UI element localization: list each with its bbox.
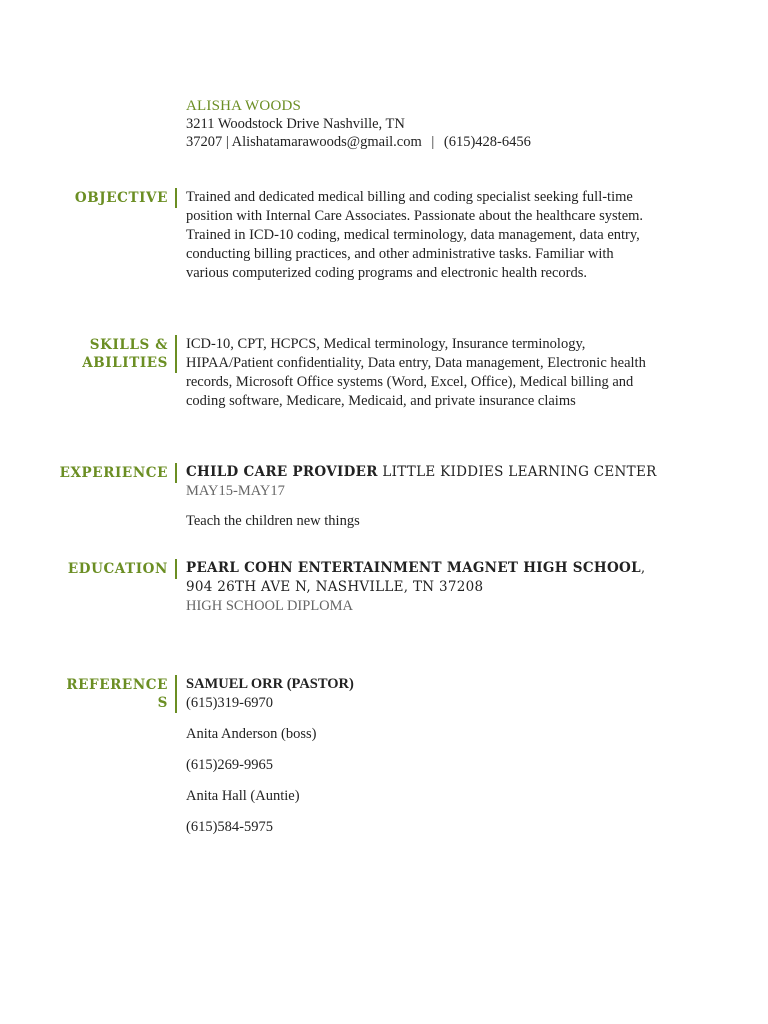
job-description: Teach the children new things <box>186 513 360 529</box>
skills-text: ICD-10, CPT, HCPCS, Medical terminology, Insurance terminology, HIPAA/Patient confidentiality, Data entry, Data management, Electronic health records, Microsoft Office systems (Word, Excel, Office), Medical billing and coding software, Medicare, Medicaid, and private insurance claims <box>186 336 646 409</box>
reference-3-phone: (615)584-5975 <box>186 819 273 835</box>
school-name: PEARL COHN ENTERTAINMENT MAGNET HIGH SCHOOL <box>186 560 641 576</box>
contact-header <box>186 97 656 151</box>
job-title: CHILD CARE PROVIDER <box>186 464 378 480</box>
objective-divider <box>175 188 177 208</box>
contact-line <box>186 133 656 151</box>
references-label <box>58 676 168 712</box>
reference-1-name: SAMUEL ORR (PASTOR) <box>186 676 354 692</box>
reference-3-name: Anita Hall (Auntie) <box>186 788 300 804</box>
references-divider <box>175 675 177 713</box>
skills-label-line1: SKILLS & <box>89 337 168 353</box>
objective-label: OBJECTIVE <box>74 190 168 206</box>
references-label-line2: S <box>157 695 168 711</box>
experience-divider <box>175 463 177 483</box>
skills-label <box>58 336 168 372</box>
school-address: , 904 26TH AVE N, NASHVILLE, TN 37208 <box>186 560 646 595</box>
experience-label: EXPERIENCE <box>59 465 168 481</box>
education-body <box>186 559 658 616</box>
job-dates: MAY15-MAY17 <box>186 483 285 499</box>
education-divider <box>175 559 177 579</box>
reference-1-phone: (615)319-6970 <box>186 695 273 711</box>
job-heading <box>186 463 658 482</box>
reference-2-name: Anita Anderson (boss) <box>186 726 317 742</box>
experience-body <box>186 463 658 531</box>
degree: HIGH SCHOOL DIPLOMA <box>186 598 354 614</box>
phone-number: (615)428-6456 <box>443 134 531 150</box>
references-label-line1: REFERENCE <box>66 677 168 693</box>
references-body <box>186 675 658 837</box>
job-employer: LITTLE KIDDIES LEARNING CENTER <box>382 464 657 480</box>
objective-text: Trained and dedicated medical billing and coding specialist seeking full-time position with Internal Care Associates. Passionate about the healthcare system. Trained in ICD-10 coding, medical terminology, data management, data entry, conducting billing practices, and other administrative tasks. Familiar with various computerized coding programs and electronic health records. <box>186 189 644 281</box>
address-line: 3211 Woodstock Drive Nashville, TN <box>186 116 405 132</box>
applicant-name: ALISHA WOODS <box>186 98 302 114</box>
skills-label-line2: ABILITIES <box>82 355 168 371</box>
skills-divider <box>175 335 177 373</box>
reference-2-phone: (615)269-9965 <box>186 757 273 773</box>
school-line <box>186 559 658 597</box>
contact-separator: | <box>431 134 435 150</box>
zip-email: 37207 | Alishatamarawoods@gmail.com <box>186 134 422 150</box>
education-label: EDUCATION <box>67 561 168 577</box>
